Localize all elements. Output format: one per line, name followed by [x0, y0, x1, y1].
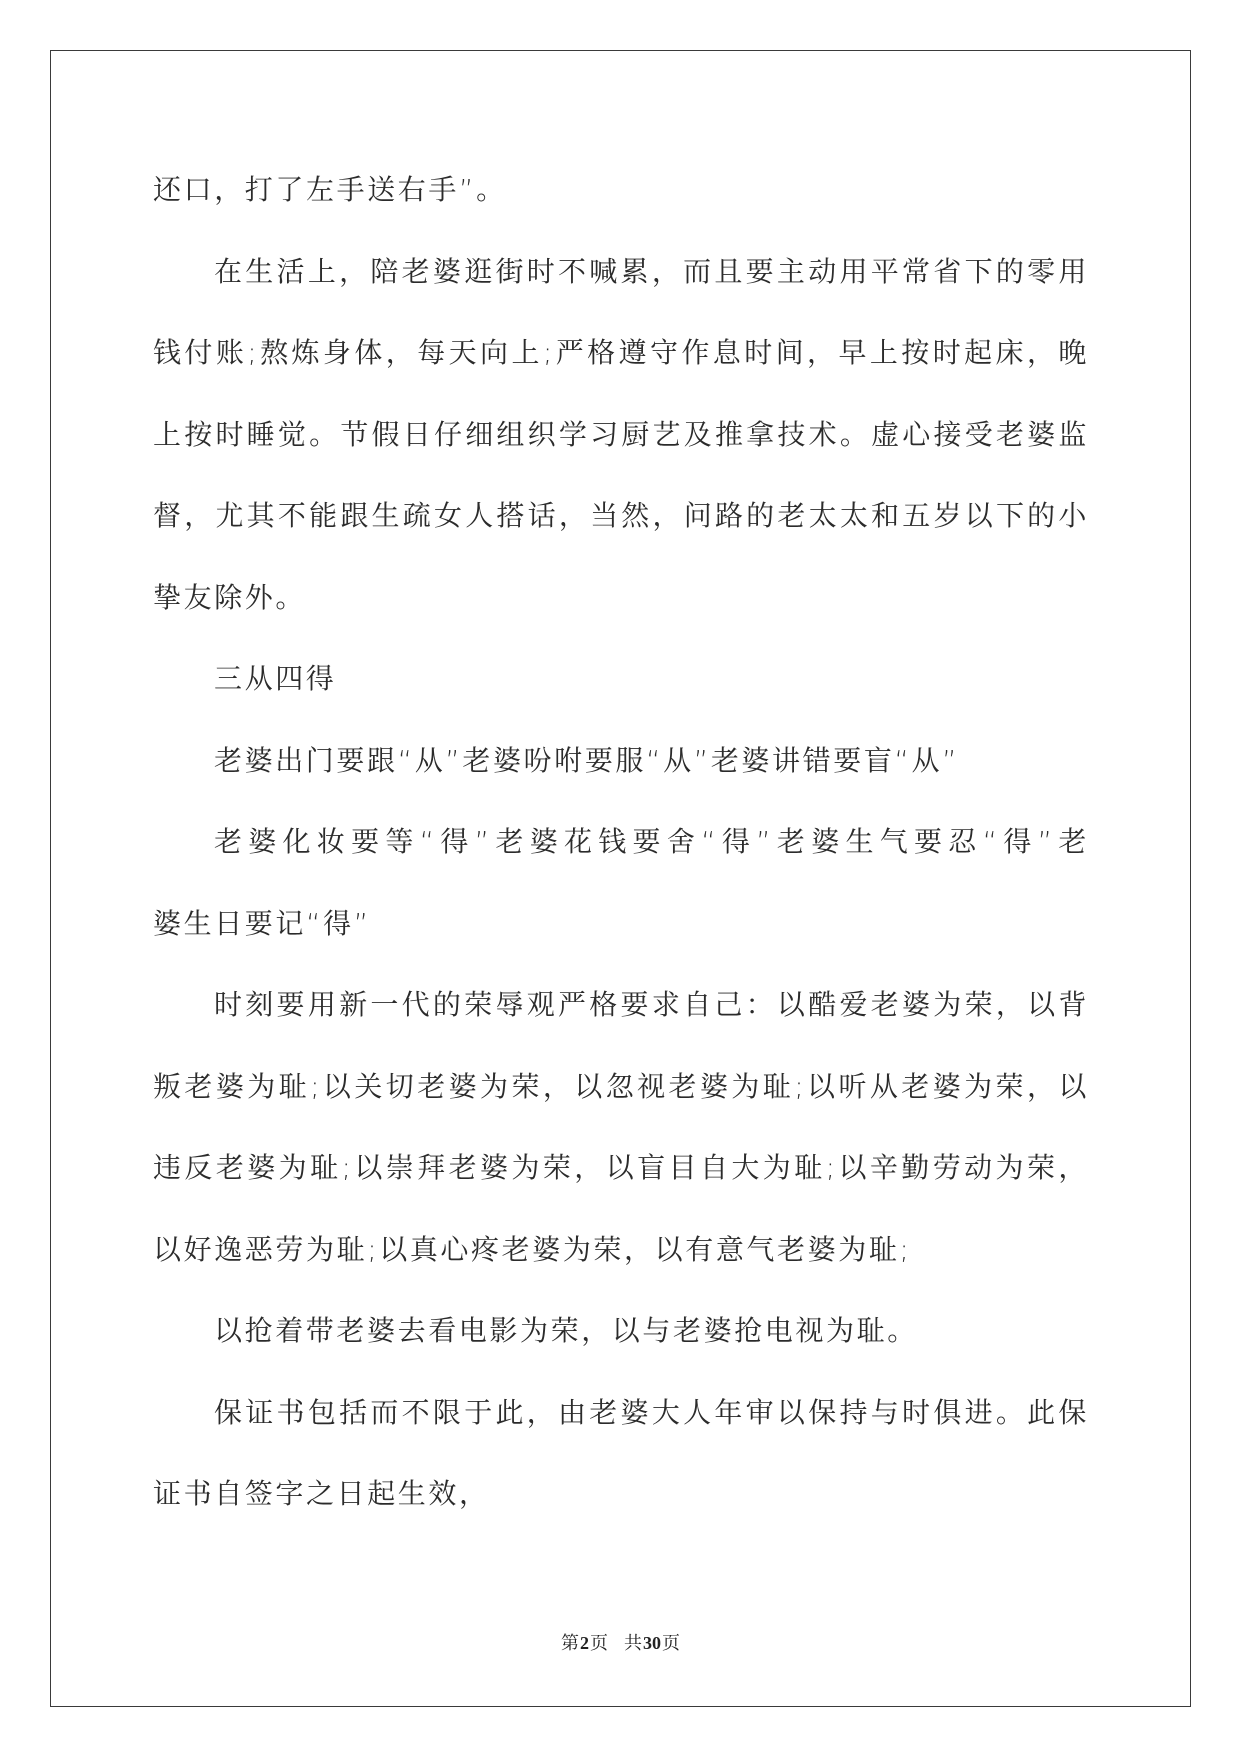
page-prefix: 第 [561, 1633, 579, 1653]
text-line: 婆生日要记“得” [153, 906, 371, 940]
paragraph [153, 1290, 1089, 1372]
text-line: 钱付账;熬炼身体，每天向上;严格遵守作息时间，早上按时起床，晚 [153, 336, 1089, 369]
total-suffix: 页 [662, 1633, 680, 1653]
current-page-label [561, 1633, 608, 1653]
text-line: 以好逸恶劳为耻;以真心疼老婆为荣，以有意气老婆为耻; [153, 1232, 912, 1266]
page-footer [0, 1631, 1241, 1655]
total-pages-number: 30 [643, 1633, 661, 1653]
page-number: 2 [580, 1633, 589, 1653]
text-line: 叛老婆为耻;以关切老婆为荣，以忽视老婆为耻;以听从老婆为荣，以 [153, 1069, 1089, 1103]
text-line: 违反老婆为耻;以崇拜老婆为荣，以盲目自大为耻;以辛勤劳动为荣， [153, 1151, 1089, 1184]
paragraph [153, 638, 1089, 720]
text-line: 在生活上，陪老婆逛街时不喊累，而且要主动用平常省下的零用 [214, 254, 1089, 288]
text-line: 老婆出门要跟“从”老婆吩咐要服“从”老婆讲错要盲“从” [214, 743, 960, 777]
text-line: 老婆化妆要等“得”老婆花钱要舍“得”老婆生气要忍“得”老 [214, 825, 1089, 858]
paragraph [153, 964, 1089, 1290]
text-line: 还口，打了左手送右手”。 [153, 173, 507, 206]
text-line: 以抢着带老婆去看电影为荣，以与老婆抢电视为耻。 [214, 1314, 918, 1347]
text-line: 保证书包括而不限于此，由老婆大人年审以保持与时俱进。此保 [214, 1395, 1089, 1429]
paragraph [153, 231, 1089, 639]
text-line: 上按时睡觉。节假日仔细组织学习厨艺及推拿技术。虚心接受老婆监 [153, 417, 1089, 451]
total-prefix: 共 [624, 1633, 642, 1653]
paragraph [153, 149, 1089, 231]
text-line: 督，尤其不能跟生疏女人搭话，当然，问路的老太太和五岁以下的小 [153, 499, 1089, 532]
page-suffix: 页 [590, 1633, 608, 1653]
paragraph [153, 1372, 1089, 1535]
text-line: 证书自签字之日起生效， [153, 1477, 490, 1510]
text-line: 三从四得 [214, 662, 337, 695]
document-body [153, 149, 1089, 1535]
total-pages-label [624, 1633, 680, 1653]
text-line: 挚友除外。 [153, 580, 307, 614]
text-line: 时刻要用新一代的荣辱观严格要求自己：以酷爱老婆为荣，以背 [214, 988, 1089, 1021]
paragraph [153, 801, 1089, 964]
paragraph [153, 720, 1089, 802]
